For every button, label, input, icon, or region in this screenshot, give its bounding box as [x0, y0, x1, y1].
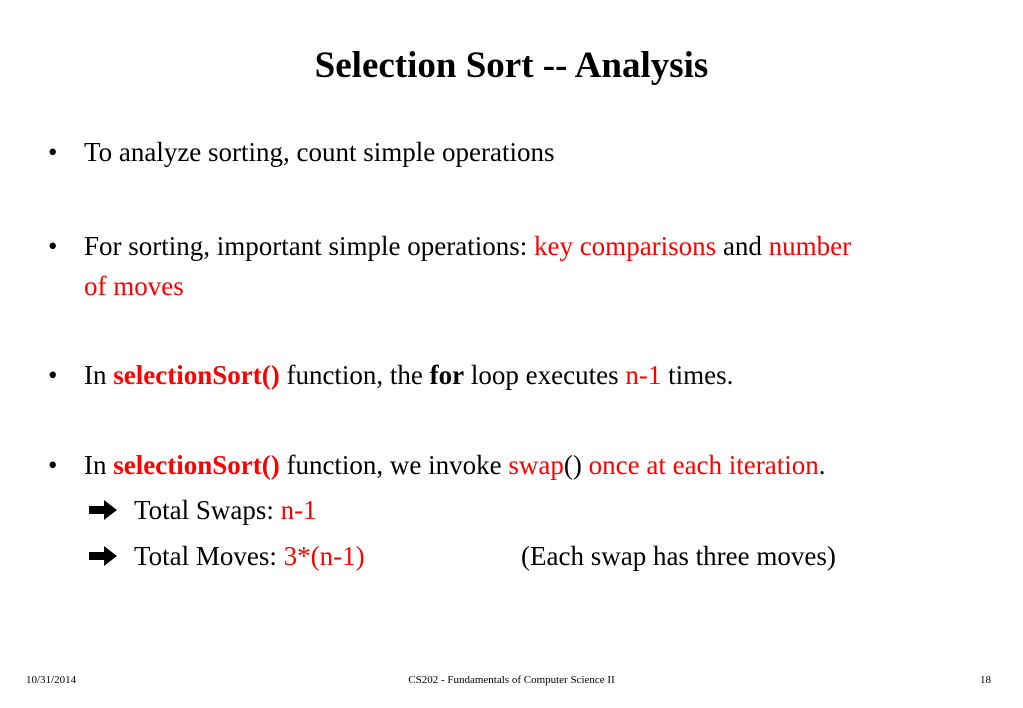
footer-page-number: 18: [980, 674, 991, 686]
right-arrow-icon: [88, 545, 118, 567]
bullet-2: [48, 226, 998, 306]
selection-sort-function-name: selectionSort(): [113, 360, 280, 390]
bullet-2-intro: For sorting, important simple operations:: [84, 231, 534, 261]
total-swaps-label: Total Swaps:: [134, 495, 281, 525]
bullet-dot: •: [48, 231, 58, 261]
total-moves-value: 3*(n-1): [283, 541, 365, 571]
bullet-dot: •: [48, 137, 58, 167]
bullet-3-middle: function, the: [279, 360, 430, 390]
slide-title: Selection Sort -- Analysis: [314, 45, 709, 86]
bullet-1: [48, 132, 998, 172]
bullet-dot: •: [48, 450, 58, 480]
total-moves-label: Total Moves:: [134, 541, 284, 571]
bullet-4-middle: function, we invoke: [279, 450, 509, 480]
total-swaps-line: [88, 490, 317, 530]
bullet-3-end: times.: [661, 360, 734, 390]
and-text: and: [716, 231, 769, 261]
bullet-4-text: [84, 445, 998, 485]
of-moves-text: of moves: [84, 271, 184, 301]
once-each-iteration-text: once at each iteration: [581, 450, 819, 480]
bullet-4: [48, 445, 998, 485]
total-moves-line: [88, 536, 365, 576]
key-comparisons-text: key comparisons: [533, 231, 717, 261]
footer-date: 10/31/2014: [26, 674, 77, 686]
footer-course: CS202 - Fundamentals of Computer Science II: [408, 674, 615, 686]
bullet-4-period: .: [818, 450, 826, 480]
loop-text: loop executes: [464, 360, 626, 390]
bullet-2-text: [84, 226, 998, 306]
bullet-3-text: [84, 355, 998, 395]
number-of-moves-text: number: [768, 231, 852, 261]
bullet-1-text: To analyze sorting, count simple operations: [84, 137, 555, 167]
swap-text: swap: [508, 450, 564, 480]
in-text: In: [84, 360, 114, 390]
bullet-dot: •: [48, 360, 58, 390]
n-minus-1-text: n-1: [625, 360, 662, 390]
swap-parens: (): [563, 450, 582, 480]
in-text: In: [84, 450, 114, 480]
total-swaps-value: n-1: [280, 495, 317, 525]
bullet-3: [48, 355, 998, 395]
selection-sort-function-name: selectionSort(): [113, 450, 280, 480]
swap-moves-note: (Each swap has three moves): [521, 541, 836, 571]
for-keyword: for: [429, 360, 465, 390]
right-arrow-icon: [88, 499, 118, 521]
